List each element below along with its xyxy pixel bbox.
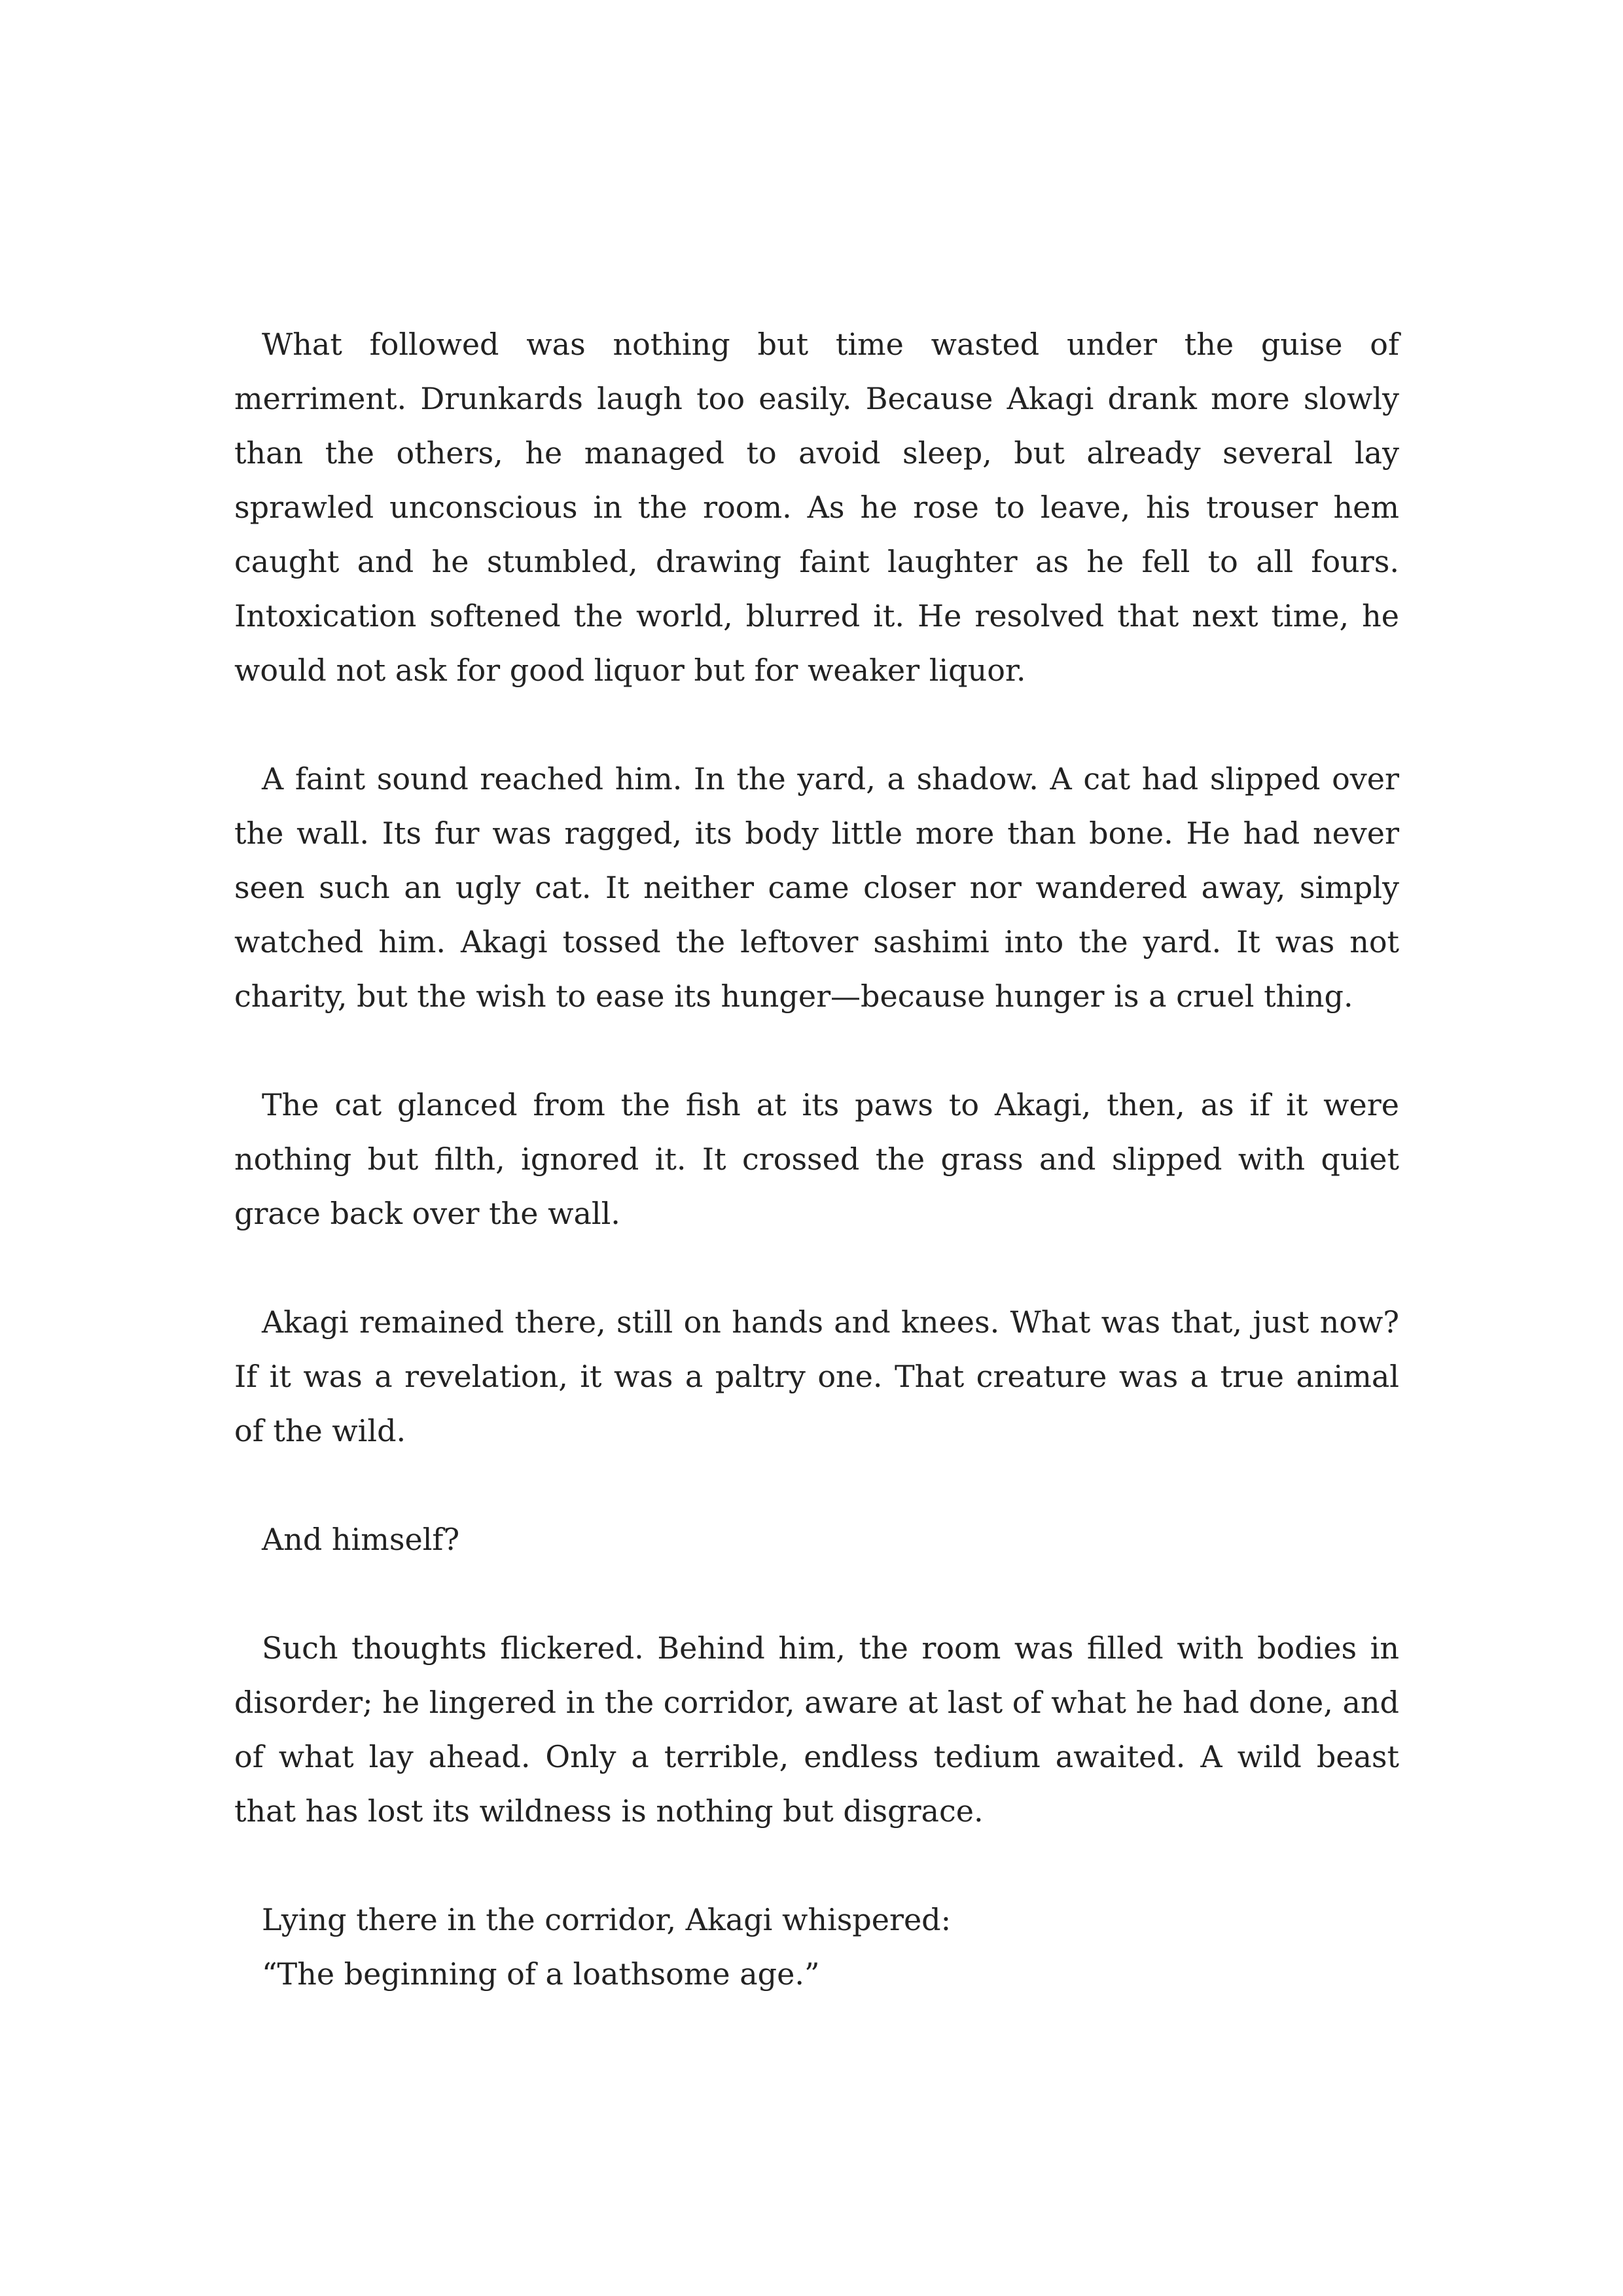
paragraph-himself: And himself? (262, 1522, 460, 1557)
paragraph-merriment: What followed was nothing but time wasted under the guise of merriment. Drunkards laugh too easily. Because Akagi drank more slowly than the others, he managed to avoid sleep, but already several lay sprawled unconscious in the room. As he rose to leave, his trouser hem caught and he stumbled, drawing faint laughter as he fell to all fours. Intoxication softened the world, blurred it. He resolved that next time, he would not ask for good liquor but for weaker liquor. (234, 327, 1399, 688)
document-page (234, 317, 1399, 2056)
paragraph-thoughts: Such thoughts flickered. Behind him, the room was filled with bodies in disorder; he lingered in the corridor, aware at last of what he had done, and of what lay ahead. Only a terrible, endless tedium awaited. A wild beast that has lost its wildness is nothing but disgrace. (234, 1630, 1399, 1829)
paragraph-quote: “The beginning of a loathsome age.” (262, 1956, 820, 1992)
paragraph-whisper: Lying there in the corridor, Akagi whispered: (262, 1902, 952, 1937)
paragraph-revelation: Akagi remained there, still on hands and knees. What was that, just now? If it was a revelation, it was a paltry one. That creature was a true animal of the wild. (234, 1304, 1399, 1448)
paragraph-cat-leaves: The cat glanced from the fish at its paws to Akagi, then, as if it were nothing but filth, ignored it. It crossed the grass and slipped with quiet grace back over the wall. (234, 1087, 1399, 1231)
paragraph-cat-appears: A faint sound reached him. In the yard, a shadow. A cat had slipped over the wall. Its fur was ragged, its body little more than bone. He had never seen such an ugly cat. It neither came closer nor wandered away, simply watched him. Akagi tossed the leftover sashimi into the yard. It was not charity, but the wish to ease its hunger—because hunger is a cruel thing. (234, 761, 1399, 1014)
